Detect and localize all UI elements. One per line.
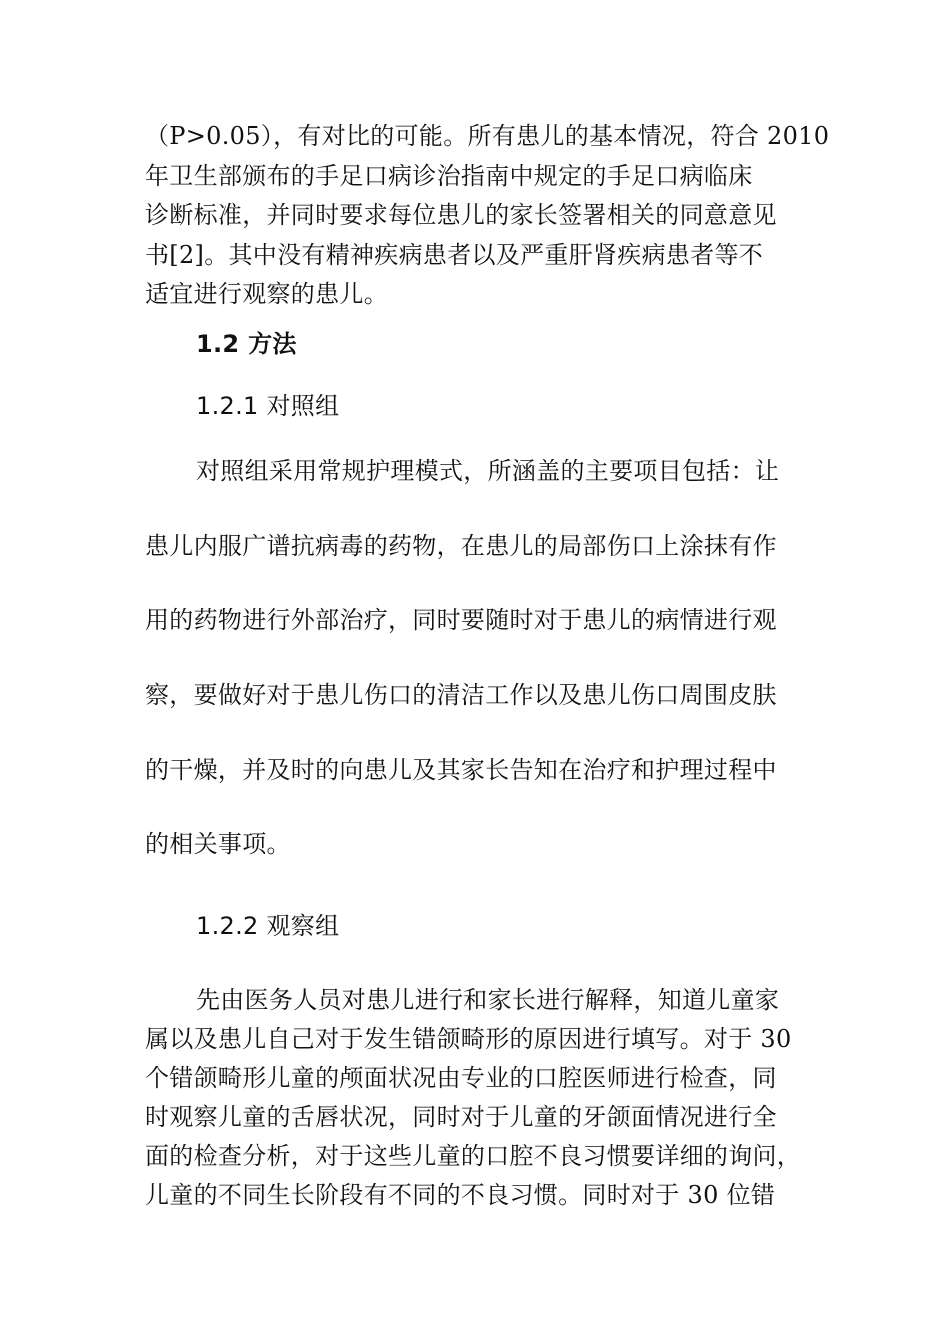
section-heading-methods: 1.2 方法 — [196, 330, 297, 358]
control-line-6: 的相关事项。 — [145, 830, 291, 858]
control-line-3: 用的药物进行外部治疗，同时要随时对于患儿的病情进行观 — [145, 606, 777, 634]
intro-line-1: （P>0.05），有对比的可能。所有患儿的基本情况，符合 2010 — [145, 122, 830, 150]
subsection-heading-observation: 1.2.2 观察组 — [196, 912, 340, 940]
intro-line-4: 书[2]。其中没有精神疾病患者以及严重肝肾疾病患者等不 — [145, 241, 764, 269]
observation-line-3: 个错颌畸形儿童的颅面状况由专业的口腔医师进行检查，同 — [145, 1064, 777, 1092]
observation-line-6: 儿童的不同生长阶段有不同的不良习惯。同时对于 30 位错 — [145, 1181, 776, 1209]
intro-line-2: 年卫生部颁布的手足口病诊治指南中规定的手足口病临床 — [145, 162, 753, 190]
control-line-1: 对照组采用常规护理模式，所涵盖的主要项目包括：让 — [196, 457, 780, 485]
control-line-4: 察，要做好对于患儿伤口的清洁工作以及患儿伤口周围皮肤 — [145, 681, 777, 709]
control-line-5: 的干燥，并及时的向患儿及其家长告知在治疗和护理过程中 — [145, 756, 777, 784]
observation-line-1: 先由医务人员对患儿进行和家长进行解释，知道儿童家 — [196, 986, 780, 1014]
observation-line-4: 时观察儿童的舌唇状况，同时对于儿童的牙颌面情况进行全 — [145, 1103, 777, 1131]
intro-line-5: 适宜进行观察的患儿。 — [145, 280, 388, 308]
observation-line-5: 面的检查分析，对于这些儿童的口腔不良习惯要详细的询问， — [145, 1142, 802, 1170]
subsection-heading-control: 1.2.1 对照组 — [196, 392, 340, 420]
control-line-2: 患儿内服广谱抗病毒的药物，在患儿的局部伤口上涂抹有作 — [145, 532, 777, 560]
intro-line-3: 诊断标准，并同时要求每位患儿的家长签署相关的同意意见 — [145, 201, 777, 229]
observation-line-2: 属以及患儿自己对于发生错颌畸形的原因进行填写。对于 30 — [145, 1025, 792, 1053]
